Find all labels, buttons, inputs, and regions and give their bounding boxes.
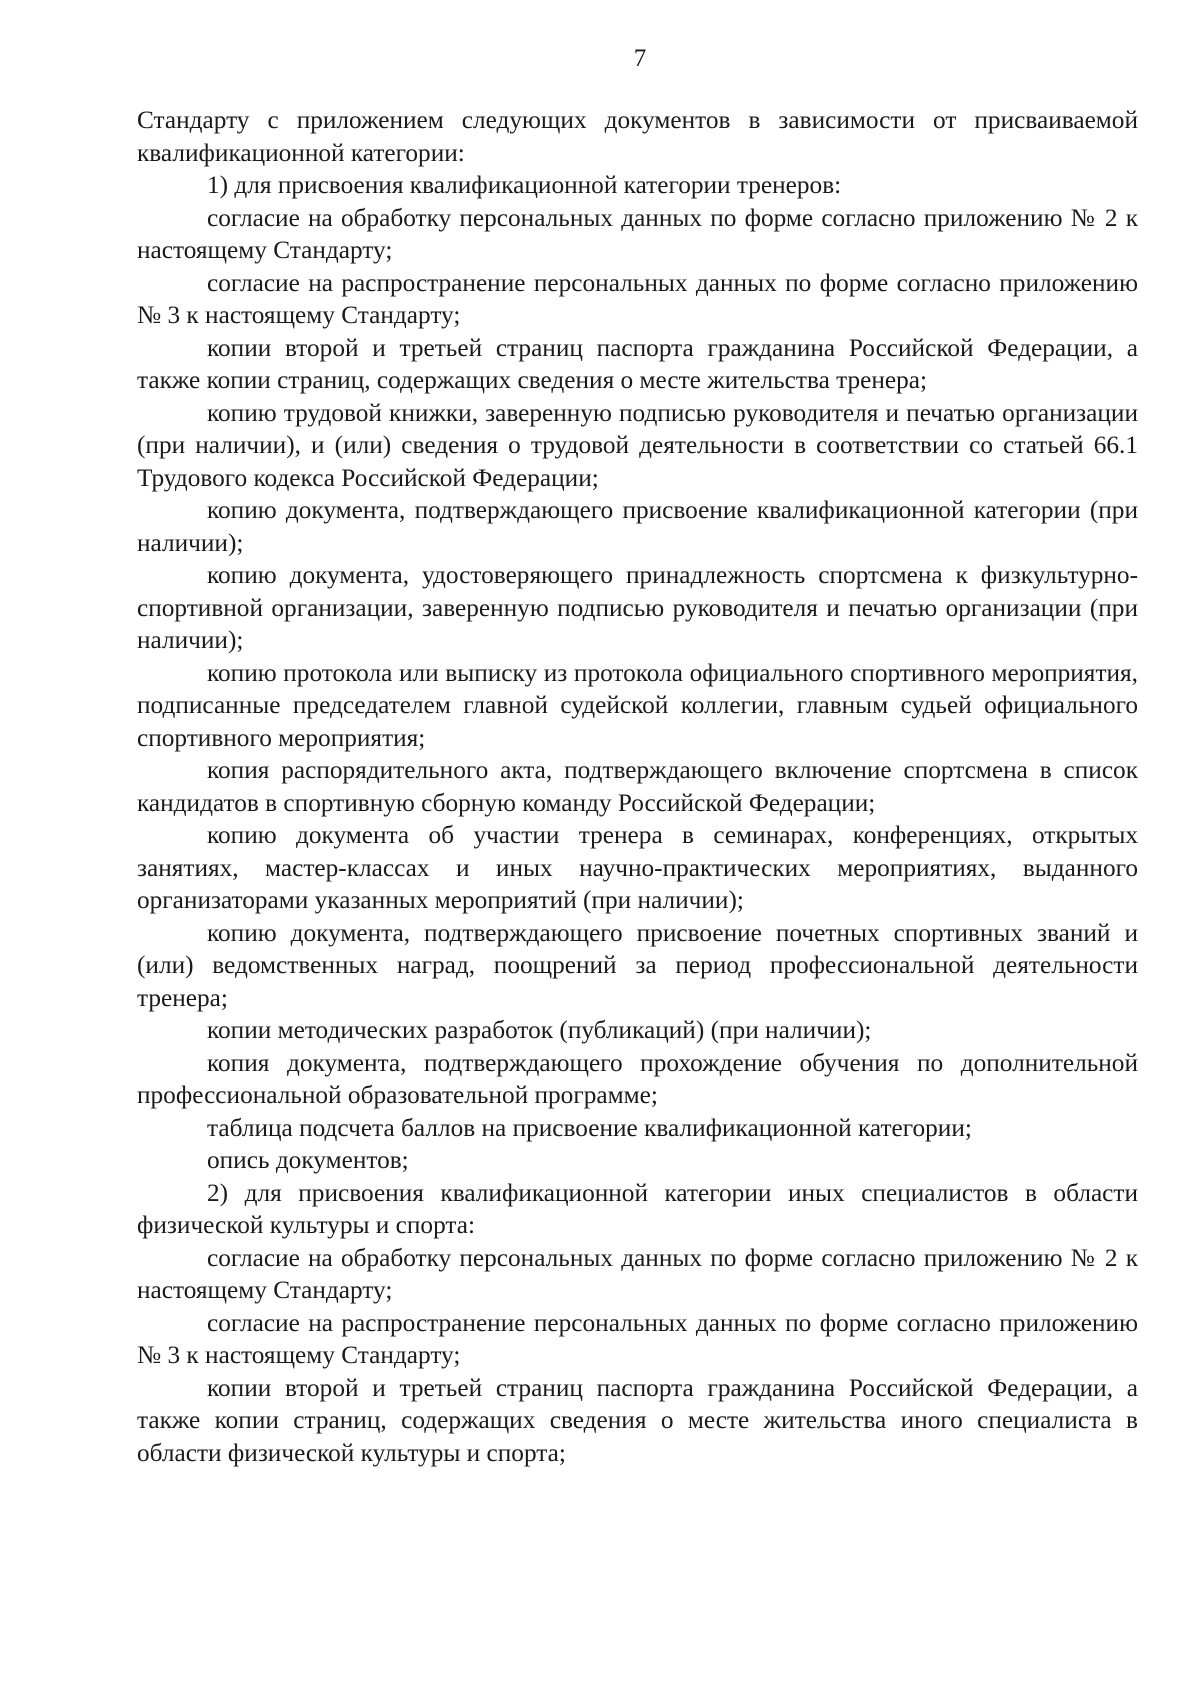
paragraph: 2) для присвоения квалификационной категории иных специалистов в области физической культуры и спорта:: [137, 1178, 1138, 1239]
paragraph: согласие на распространение персональных данных по форме согласно приложению № 3 к настоящему Стандарту;: [137, 268, 1138, 329]
document-body: [137, 104, 1138, 1469]
paragraph: таблица подсчета баллов на присвоение квалификационной категории;: [207, 1113, 972, 1142]
paragraph: копию документа, подтверждающего присвоение квалификационной категории (при наличии);: [137, 496, 1138, 557]
paragraph: 1) для присвоения квалификационной категории тренеров:: [207, 171, 842, 199]
paragraph: согласие на обработку персональных данных по форме согласно приложению № 2 к настоящему Стандарту;: [137, 203, 1138, 264]
paragraph: копии методических разработок (публикаций) (при наличии);: [207, 1016, 872, 1044]
paragraph: опись документов;: [207, 1146, 409, 1174]
paragraph: копию документа об участии тренера в семинарах, конференциях, открытых занятиях, мастер-классах и иных научно-практических мероприятиях, выданного организаторами указанных мероприятий (при наличии);: [137, 821, 1138, 914]
paragraph: копия документа, подтверждающего прохождение обучения по дополнительной профессиональной образовательной программе;: [137, 1048, 1138, 1109]
paragraph: копию документа, подтверждающего присвоение почетных спортивных званий и (или) ведомственных наград, поощрений за период профессиональной деятельности тренера;: [137, 918, 1138, 1012]
paragraph: копию протокола или выписку из протокола официального спортивного мероприятия, подписанные председателем главной судейской коллегии, главным судьей официального спортивного мероприятия;: [137, 658, 1138, 752]
paragraph: копии второй и третьей страниц паспорта гражданина Российской Федерации, а также копии страниц, содержащих сведения о месте жительства иного специалиста в области физической культуры и спорта;: [137, 1373, 1138, 1467]
paragraph: согласие на распространение персональных данных по форме согласно приложению № 3 к настоящему Стандарту;: [137, 1308, 1138, 1369]
paragraph: копию трудовой книжки, заверенную подписью руководителя и печатью организации (при наличии), и (или) сведения о трудовой деятельности в соответствии со статьей 66.1 Трудового кодекса Российской Федерации;: [137, 398, 1138, 492]
paragraph: согласие на обработку персональных данных по форме согласно приложению № 2 к настоящему Стандарту;: [137, 1243, 1138, 1304]
page-number: 7: [633, 45, 647, 72]
paragraph: копии второй и третьей страниц паспорта гражданина Российской Федерации, а также копии страниц, содержащих сведения о месте жительства тренера;: [137, 333, 1138, 394]
paragraph: копия распорядительного акта, подтверждающего включение спортсмена в список кандидатов в спортивную сборную команду Российской Федерации;: [137, 756, 1138, 817]
paragraph: Стандарту с приложением следующих документов в зависимости от присваиваемой квалификационной категории:: [137, 106, 1138, 167]
paragraph: копию документа, удостоверяющего принадлежность спортсмена к физкультурно-спортивной организации, заверенную подписью руководителя и печатью организации (при наличии);: [137, 561, 1138, 654]
